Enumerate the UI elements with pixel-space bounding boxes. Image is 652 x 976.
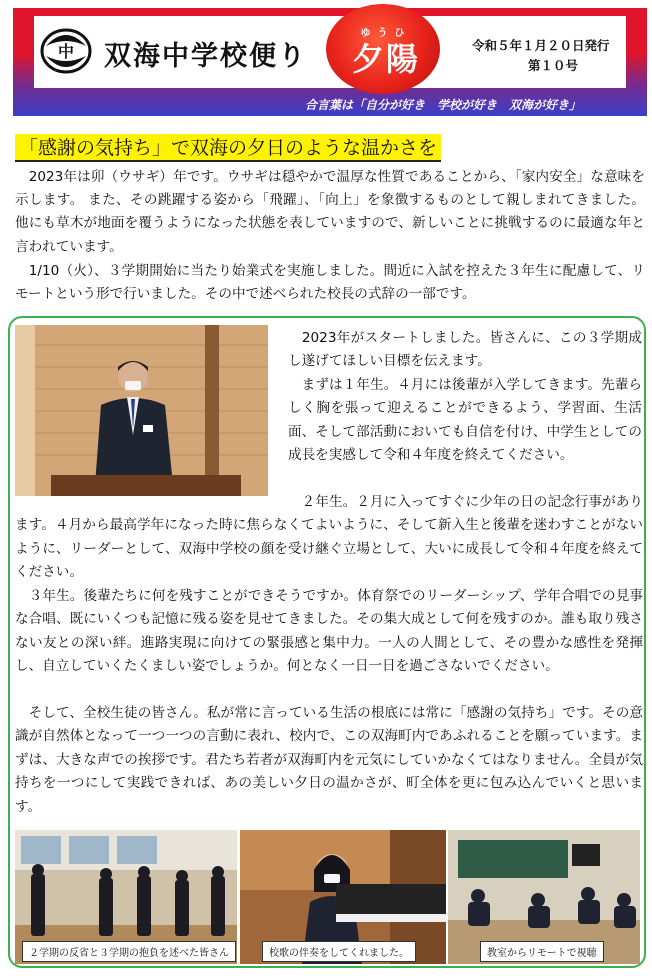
- principal-speaking-photo: [15, 325, 268, 496]
- article-headline: 「感謝の気持ち」で双海の夕日のような温かさを: [15, 134, 441, 162]
- issue-date: 令和５年１月２０日発行: [472, 38, 610, 53]
- caption-piano: 校歌の伴奏をしてくれました。: [262, 941, 416, 962]
- school-logo: [40, 26, 92, 76]
- caption-presenting: ２学期の反省と３学期の抱負を述べた皆さん: [22, 941, 236, 962]
- school-motto: 合言葉は「自分が好き 学校が好き 双海が好き」: [305, 98, 582, 112]
- ceremony-paragraph: 1/10（火）、３学期開始に当たり始業式を実施しました。間近に入試を控えた３年生に配慮して、リモートという形で行いました。その中で述べられた校長の式辞の一部です。: [15, 263, 645, 303]
- speech-all-students: そして、全校生徒の皆さん。私が常に言っている生活の根底には常に「感謝の気持ち」です。その意識が自然体となって一つ一つの言動に表れ、校内で、この双海町内であふれることを願っています。まずは、大きな声での挨拶です。君たち若者が双海町内を元気にしていかなくてはなりません。全員が気持ちを一つにして実践できれば、あの美しい夕日の温かさが、町全体を更に包み込んでいくと思います。: [15, 705, 643, 815]
- logo-character: 中: [57, 42, 75, 61]
- speech-second-years: ２年生。２月に入ってすぐに少年の日の記念行事があります。４月から最高学年になった時に焦らなくてよいように、そして新入生と後輩を迷わすことがないように、リーダーとして、双海中学校の顔を受け継ぐ立場として、大いに成長して令和４年度を終えてください。: [15, 494, 643, 581]
- school-name: 双海中学校便り: [104, 41, 307, 72]
- caption-remote: 教室からリモートで視聴: [480, 941, 604, 962]
- issue-number: 第１０号: [528, 58, 579, 73]
- speech-intro: 2023年がスタートしました。皆さんに、この３学期成し遂げてほしい目標を伝えます。: [288, 330, 642, 370]
- newsletter-title-ruby: ゆうひ: [360, 28, 412, 39]
- speech-third-years: ３年生。後輩たちに何を残すことができそうですか。体育祭でのリーダーシップ、学年合唱での見事な合唱、既にいくつも記憶に残る姿を見せてきました。その集大成として何を残すのか。誰も取り残さない友との深い絆。進路実現に向けての緊張感と集中力。一人の人間として、その豊かな感性を発揮し、自立していくたくましい姿でしょうか。何となく一日一日を過ごさないでください。: [15, 588, 643, 675]
- speech-first-years: まずは１年生。４月には後輩が入学してきます。先輩らしく胸を張って迎えることができるよう、学習面、生活面、そして部活動においても自信を付け、中学生としての成長を実感して令和４年度を終えてください。: [288, 377, 642, 464]
- intro-paragraph: 2023年は卯（ウサギ）年です。ウサギは穏やかで温厚な性質であることから、「家内安全」な意味を示します。 また、その跳躍する姿から「飛躍」、「向上」を象徴するものとして親しまれてきました。 他にも草木が地面を覆うようになった状態を表していますので、新しいことに挑戦するのに最適な年と言われています。: [15, 169, 645, 255]
- newsletter-title: 夕陽: [351, 40, 420, 78]
